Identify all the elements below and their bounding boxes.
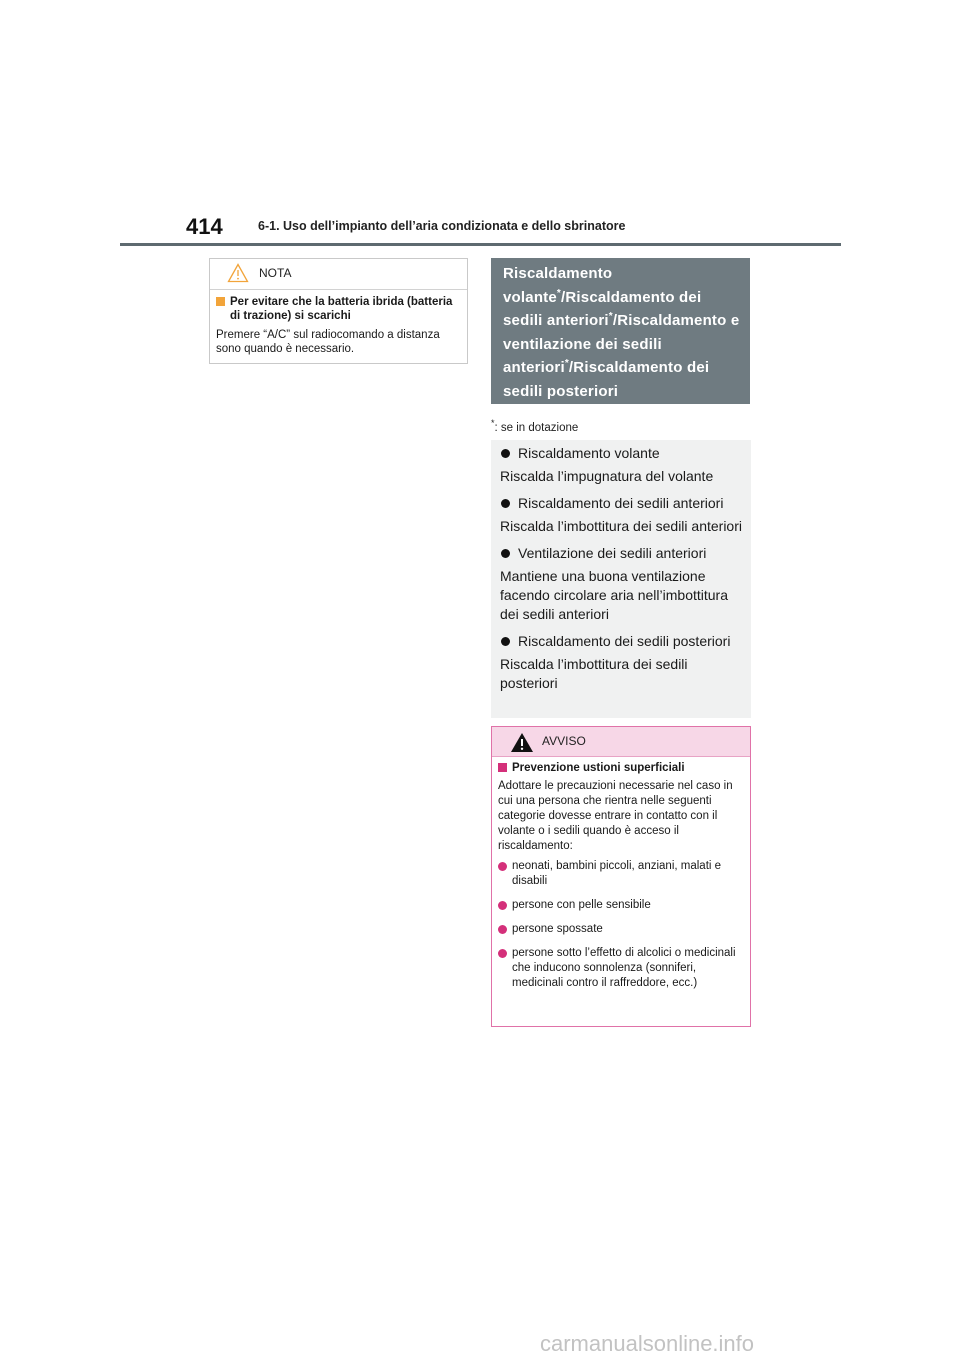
avviso-intro: Adottare le precauzioni necessarie nel caso in cui una persona che rientra nelle seguenti categorie dovesse entrare in contatto con il volante o i sedili quando è acceso il riscaldamento: bbox=[498, 780, 733, 852]
feature-list bbox=[491, 440, 751, 718]
bullet-dot-icon bbox=[501, 449, 510, 458]
nota-label: NOTA bbox=[259, 266, 292, 280]
pink-dot-icon bbox=[498, 862, 507, 871]
feature-title: Ventilazione dei sedili anteriori bbox=[518, 545, 707, 561]
section-heading bbox=[491, 258, 750, 404]
feature-item bbox=[500, 494, 742, 513]
avviso-item-text: persone con pelle sensibile bbox=[512, 899, 651, 911]
avviso-item-text: persone sotto l’effetto di alcolici o medicinali che inducono sonnolenza (sonniferi, medicinali contro il raffreddore, ecc.) bbox=[512, 947, 736, 989]
nota-header bbox=[210, 259, 467, 290]
feature-item bbox=[500, 632, 742, 651]
feature-desc: Mantiene una buona ventilazione facendo circolare aria nell’imbottitura dei sedili anteriori bbox=[500, 568, 728, 622]
nota-box bbox=[209, 258, 468, 364]
heading-part-2: /Riscaldamento dei sedili anteriori bbox=[503, 288, 702, 329]
bullet-dot-icon bbox=[501, 549, 510, 558]
feature-item bbox=[500, 544, 742, 563]
feature-title: Riscaldamento dei sedili anteriori bbox=[518, 495, 724, 511]
watermark: carmanualsonline.info bbox=[540, 1331, 755, 1356]
feature-desc: Riscalda l’imbottitura dei sedili posteriori bbox=[500, 656, 688, 691]
pink-dot-icon bbox=[498, 901, 507, 910]
heading-part-4: /Riscaldamento dei sedili posteriori bbox=[503, 359, 710, 400]
footnote-star: * bbox=[491, 418, 495, 428]
heading-part-3: /Riscaldamento e ventilazione dei sedili anteriori bbox=[503, 312, 740, 376]
heading-part-1: Riscaldamento volante bbox=[503, 265, 613, 306]
page-number: 414 bbox=[186, 214, 223, 239]
avviso-bullet bbox=[498, 761, 744, 775]
header-divider bbox=[120, 243, 841, 246]
avviso-box bbox=[491, 726, 751, 1027]
bullet-dot-icon bbox=[501, 637, 510, 646]
heading-star-3: * bbox=[564, 358, 569, 369]
pink-dot-icon bbox=[498, 925, 507, 934]
bullet-dot-icon bbox=[501, 499, 510, 508]
heading-star-1: * bbox=[556, 287, 562, 299]
avviso-item bbox=[498, 898, 744, 913]
nota-bullet-title: Per evitare che la batteria ibrida (batteria di trazione) si scarichi bbox=[230, 296, 453, 322]
orange-square-icon bbox=[216, 297, 225, 306]
feature-title: Riscaldamento dei sedili posteriori bbox=[518, 633, 731, 649]
avviso-label: AVVISO bbox=[542, 734, 586, 748]
avviso-item bbox=[498, 922, 744, 937]
avviso-item-text: neonati, bambini piccoli, anziani, malati e disabili bbox=[512, 860, 722, 887]
nota-bullet bbox=[216, 295, 461, 323]
footnote bbox=[491, 418, 578, 434]
section-title: 6-1. Uso dell’impianto dell’aria condizionata e dello sbrinatore bbox=[258, 219, 626, 233]
avviso-item-text: persone spossate bbox=[512, 923, 603, 935]
feature-desc: Riscalda l’imbottitura dei sedili anteriori bbox=[500, 518, 742, 534]
pink-square-icon bbox=[498, 763, 507, 772]
avviso-item bbox=[498, 859, 744, 889]
pink-dot-icon bbox=[498, 949, 507, 958]
avviso-item bbox=[498, 946, 744, 991]
feature-desc: Riscalda l’impugnatura del volante bbox=[500, 468, 714, 484]
warning-triangle-icon bbox=[510, 732, 534, 753]
avviso-bullet-title: Prevenzione ustioni superficiali bbox=[512, 762, 685, 774]
feature-title: Riscaldamento volante bbox=[518, 445, 660, 461]
nota-text: Premere “A/C” sul radiocomando a distanza sono quando è necessario. bbox=[216, 329, 440, 355]
heading-star-2: * bbox=[608, 311, 613, 322]
warning-triangle-icon bbox=[227, 263, 249, 283]
feature-item bbox=[500, 444, 742, 463]
footnote-text: : se in dotazione bbox=[494, 421, 579, 434]
avviso-header bbox=[492, 727, 750, 757]
